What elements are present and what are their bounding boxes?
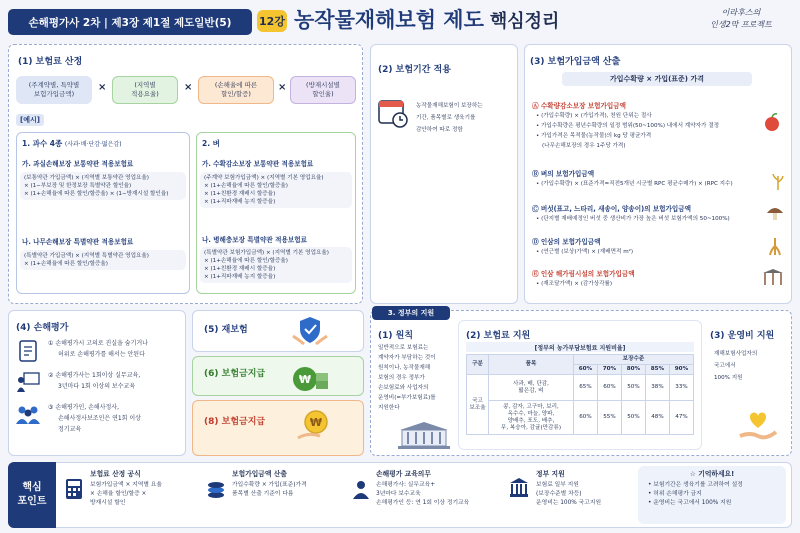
cell: 60%	[573, 401, 597, 435]
fruit-title-note: (사과·배·단감·떫은감)	[64, 141, 122, 148]
money-bag-icon	[290, 359, 330, 393]
cell: 65%	[573, 375, 597, 401]
loss-item1: ① 손해평가시 고의로 진실을 숨기거나	[48, 340, 148, 347]
course-pill: 손해평가사 2차 | 제3장 제1절 제도일반(5)	[8, 9, 252, 35]
loss-item3: ③ 손해평가인, 손해사정사,	[48, 404, 119, 411]
formula-line: × (1+직파재배 농지 할증율)	[204, 199, 276, 205]
amount-b-line: • (가입수확량) × (표준가격=직전5개년 시군별 RPC 평균수매가) × (RPC 지수)	[536, 181, 733, 187]
key-points-label1: 핵심	[22, 482, 42, 493]
times-sign: ×	[98, 82, 107, 93]
key-points-label2: 포인트	[17, 496, 47, 507]
subsidy-table	[466, 354, 694, 435]
amount-formula: 가입수확량 × 가입(표준) 가격	[562, 72, 752, 86]
principle-line: 계약자가 부담하는 것이	[378, 355, 436, 361]
footer-card-5: ☆ 기억하세요! • 보험기간은 생육기를 고려하여 설정 • 허위 손해평가 금지 • 운영비는 국고에서 100% 지원	[648, 470, 743, 506]
formula-line: (특별약관 가입금액) × (지역별 특별약관 영업요율)	[24, 253, 149, 259]
th-level-80: 80%	[621, 365, 645, 375]
cell: 38%	[645, 375, 669, 401]
principle-line: 원칙이나, 농작물재해	[378, 365, 431, 371]
svg-text:₩: ₩	[309, 416, 323, 429]
subsidy-heading: (2) 보험료 지원	[466, 331, 531, 341]
rice-b-formula	[200, 247, 352, 283]
formula-line: × (1−부보장 및 한정보장 특별약관 할인율)	[24, 183, 132, 189]
lecture-badge: 12강	[257, 10, 287, 32]
brand-line1: 이라후스의	[721, 8, 761, 17]
th-level-70: 70%	[597, 365, 621, 375]
title-sub: 핵심정리	[489, 11, 560, 32]
premium-heading: (1) 보험료 산정	[18, 57, 83, 67]
formula-line: × (1+손해율에 따른 할인/할증율) × (1−방재시설 할인율)	[24, 191, 169, 197]
times-sign: ×	[184, 82, 193, 93]
principle-line: 보험의 경우 정부가	[378, 375, 425, 381]
amount-c-line: • (단지별 재배예정인 버섯 중 생산비가 가장 높은 버섯 보험가액의 50~100%)	[536, 216, 730, 222]
shade-facility-icon	[762, 268, 784, 286]
factor-loss-ratio: (손해율에 따른 할인/할증)	[198, 76, 274, 104]
principle-heading: (1) 원칙	[378, 331, 414, 341]
formula-line: × (1+손해율에 따른 할인/할증율)	[204, 258, 288, 264]
amount-d-title: Ⓓ 인삼의 보험가입금액	[532, 238, 601, 246]
teacher-icon	[16, 370, 40, 394]
principle-line: 운영비(=부가보험료)를	[378, 395, 436, 401]
factor-regional-rate: (지역별 적용요율)	[112, 76, 178, 104]
rice-a-title: 가. 수확감소보장 보통약관 적용보험료	[202, 160, 314, 168]
rice-a-formula	[200, 172, 352, 208]
cell: 60%	[597, 375, 621, 401]
fruit-title: 1. 과수 4종 (사과·배·단감·떫은감)	[22, 139, 122, 148]
ops-line: 재해보험사업자의	[714, 351, 758, 357]
period-text1: 농작물재해보험이 보장하는	[416, 103, 483, 109]
key-points-label	[8, 462, 56, 528]
trainee-icon	[350, 478, 372, 500]
shield-hands-icon	[292, 314, 328, 348]
fruit-a-formula	[20, 172, 186, 200]
subsidy-caption: [정부의 농가부담보험료 지원비율]	[466, 342, 694, 352]
factor-facility-discount: (방재시설별 할인율)	[290, 76, 356, 104]
example-tag: [예시]	[16, 114, 44, 126]
th-level-60: 60%	[573, 365, 597, 375]
formula-line: × (1+직파재배 농지 할증율)	[204, 274, 276, 280]
coin-hand-icon	[296, 406, 332, 442]
fruit-a-title: 가. 과실손해보장 보통약관 적용보험료	[22, 160, 134, 168]
amount-b-title: Ⓑ 벼의 보험가입금액	[532, 170, 595, 178]
footer-card-3: 손해평가 교육의무 손해평가사: 실무교육+ 3년마다 보수교육 손해평가인 등: 연 1회 이상 정기교육	[376, 470, 470, 506]
loss-item1: 허위로 손해평가를 해서는 안된다	[58, 351, 145, 358]
coins-stack-icon	[206, 478, 226, 500]
amount-e-line: • (재조달가액) × (감가상각률)	[536, 281, 613, 287]
amount-a-line: (나무손해보장의 경우 1주당 가격)	[542, 143, 626, 149]
svg-text:₩: ₩	[298, 373, 312, 386]
loss-item2: ② 손해평가사는 1회이상 실무교육,	[48, 372, 141, 379]
formula-line: × (1+손해율에 따른 할인/할증율)	[24, 261, 108, 267]
loss-item3: 정기교육	[58, 426, 82, 433]
th-level: 보장수준	[573, 355, 693, 365]
cell: 50%	[621, 375, 645, 401]
cell: 50%	[621, 401, 645, 435]
rice-plant-icon	[772, 172, 784, 190]
people-group-icon	[14, 404, 42, 426]
title-main: 농작물재해보험 제도	[294, 8, 484, 32]
amount-a-line: • 가입가격은 목적물(농작물)의 kg 당 평균가격	[536, 133, 652, 139]
cell-item: 사과, 배, 단감, 떫은감, 벼	[489, 375, 574, 401]
footer-card-4: 정부 지원 보험료 일부 지원 (보장수준별 차등) 운영비는 100% 국고지원	[536, 470, 602, 506]
page-title	[294, 4, 559, 34]
hand-heart-icon	[738, 410, 778, 444]
cell: 48%	[645, 401, 669, 435]
clipboard-icon	[16, 338, 40, 362]
formula-line: × (1+친환경 재배시 할증율)	[204, 266, 276, 272]
amount-a-title: Ⓐ 수확량감소보장 보험가입금액	[532, 102, 626, 110]
table-row	[467, 375, 694, 401]
table-row	[467, 401, 694, 435]
payout8-section	[192, 400, 364, 456]
cell-group: 국고 보조율	[467, 375, 489, 435]
ops-heading: (3) 운영비 지원	[710, 331, 775, 341]
amount-heading: (3) 보험가입금액 산출	[530, 57, 621, 67]
amount-e-title: Ⓔ 인삼 해가림시설의 보험가입금액	[532, 270, 635, 278]
formula-line: (주계약 보험가입금액) × (지역별 기본 영업요율)	[204, 175, 324, 181]
footer-card-1: 보험료 산정 공식 보험가입금액 × 지역별 요율 × 손해율 할인/할증 × 방재시설 할인	[90, 470, 162, 506]
cell-item: 콩, 감자, 고구마, 보리, 옥수수, 마늘, 양파, 양배추, 포도, 배추, 무, 복숭아, 감귤(만감류)	[489, 401, 574, 435]
fruit-b-title: 나. 나무손해보장 특별약관 적용보험료	[22, 238, 134, 246]
times-sign: ×	[278, 82, 287, 93]
ops-line: 국고에서	[714, 363, 736, 369]
formula-line: (보통약관 가입금액) × (지역별 보통약관 영업요율)	[24, 175, 149, 181]
period-text2: 기간, 품목별로 생육기를	[416, 115, 476, 121]
period-section	[370, 44, 518, 304]
gov-tab: 3. 정부의 지원	[372, 306, 450, 320]
brand-signature	[688, 7, 794, 31]
loss-item2: 3년마다 1회 이상의 보수교육	[58, 383, 136, 390]
formula-line: × (1+친환경 재배시 할증율)	[204, 191, 276, 197]
factor-insured-amount: (주계약별, 특약별 보험가입금액)	[16, 76, 92, 104]
government-building-icon	[396, 420, 452, 450]
cell: 47%	[669, 401, 693, 435]
amount-c-title: Ⓒ 버섯(표고, 느타리, 새송이, 양송이)의 보험가입금액	[532, 205, 692, 213]
brand-line2: 인생2막 프로젝트	[710, 20, 772, 29]
loss-item3: 손해사정사보조인은 연1회 이상	[58, 415, 141, 422]
payout8-heading: (8) 보험금지급	[204, 417, 266, 427]
rice-b-title: 나. 병해충보장 특별약관 적용보험료	[202, 236, 307, 244]
government-icon	[508, 476, 530, 498]
amount-a-line: • (가입수확량) × (가입가격), 천원 단위는 절사	[536, 113, 652, 119]
ops-line: 100% 지원	[714, 375, 743, 381]
period-text3: 감안하여 따로 정함	[416, 127, 463, 133]
ginseng-icon	[766, 236, 784, 256]
fruit-b-formula	[20, 250, 186, 270]
principle-line: 손보험료와 사업자의	[378, 385, 429, 391]
th-level-90: 90%	[669, 365, 693, 375]
loss-heading: (4) 손해평가	[16, 323, 69, 333]
th-group: 구분	[467, 355, 489, 375]
mushroom-icon	[766, 204, 784, 222]
cell: 33%	[669, 375, 693, 401]
footer-card-2: 보험가입금액 산출 가입수확량 × 가입(표준)가격 품목별 산출 기준이 다름	[232, 470, 307, 497]
payout6-heading: (6) 보험금지급	[204, 369, 266, 379]
reinsurance-heading: (5) 재보험	[204, 325, 248, 335]
principle-line: 일반적으로 보험료는	[378, 345, 429, 351]
formula-line: × (1+손해율에 따른 할인/할증율)	[204, 183, 288, 189]
cell: 55%	[597, 401, 621, 435]
formula-line: (특별약관 보험가입금액) × (지역별 기본 영업요율)	[204, 250, 329, 256]
calendar-icon	[377, 96, 409, 128]
th-level-85: 85%	[645, 365, 669, 375]
apple-icon	[762, 112, 782, 132]
period-heading: (2) 보험기간 적용	[378, 65, 451, 75]
th-item: 품목	[489, 355, 574, 375]
rice-title: 2. 벼	[202, 139, 220, 148]
amount-a-line: • 가입수확량은 평년수확량의 일정 범위(50~100%) 내에서 계약자가 결정	[536, 123, 719, 129]
amount-d-line: • (연근별 (보상)가액) × (재배면적 m²)	[536, 249, 634, 255]
principle-line: 지원한다	[378, 405, 400, 411]
calculator-icon	[64, 478, 84, 500]
